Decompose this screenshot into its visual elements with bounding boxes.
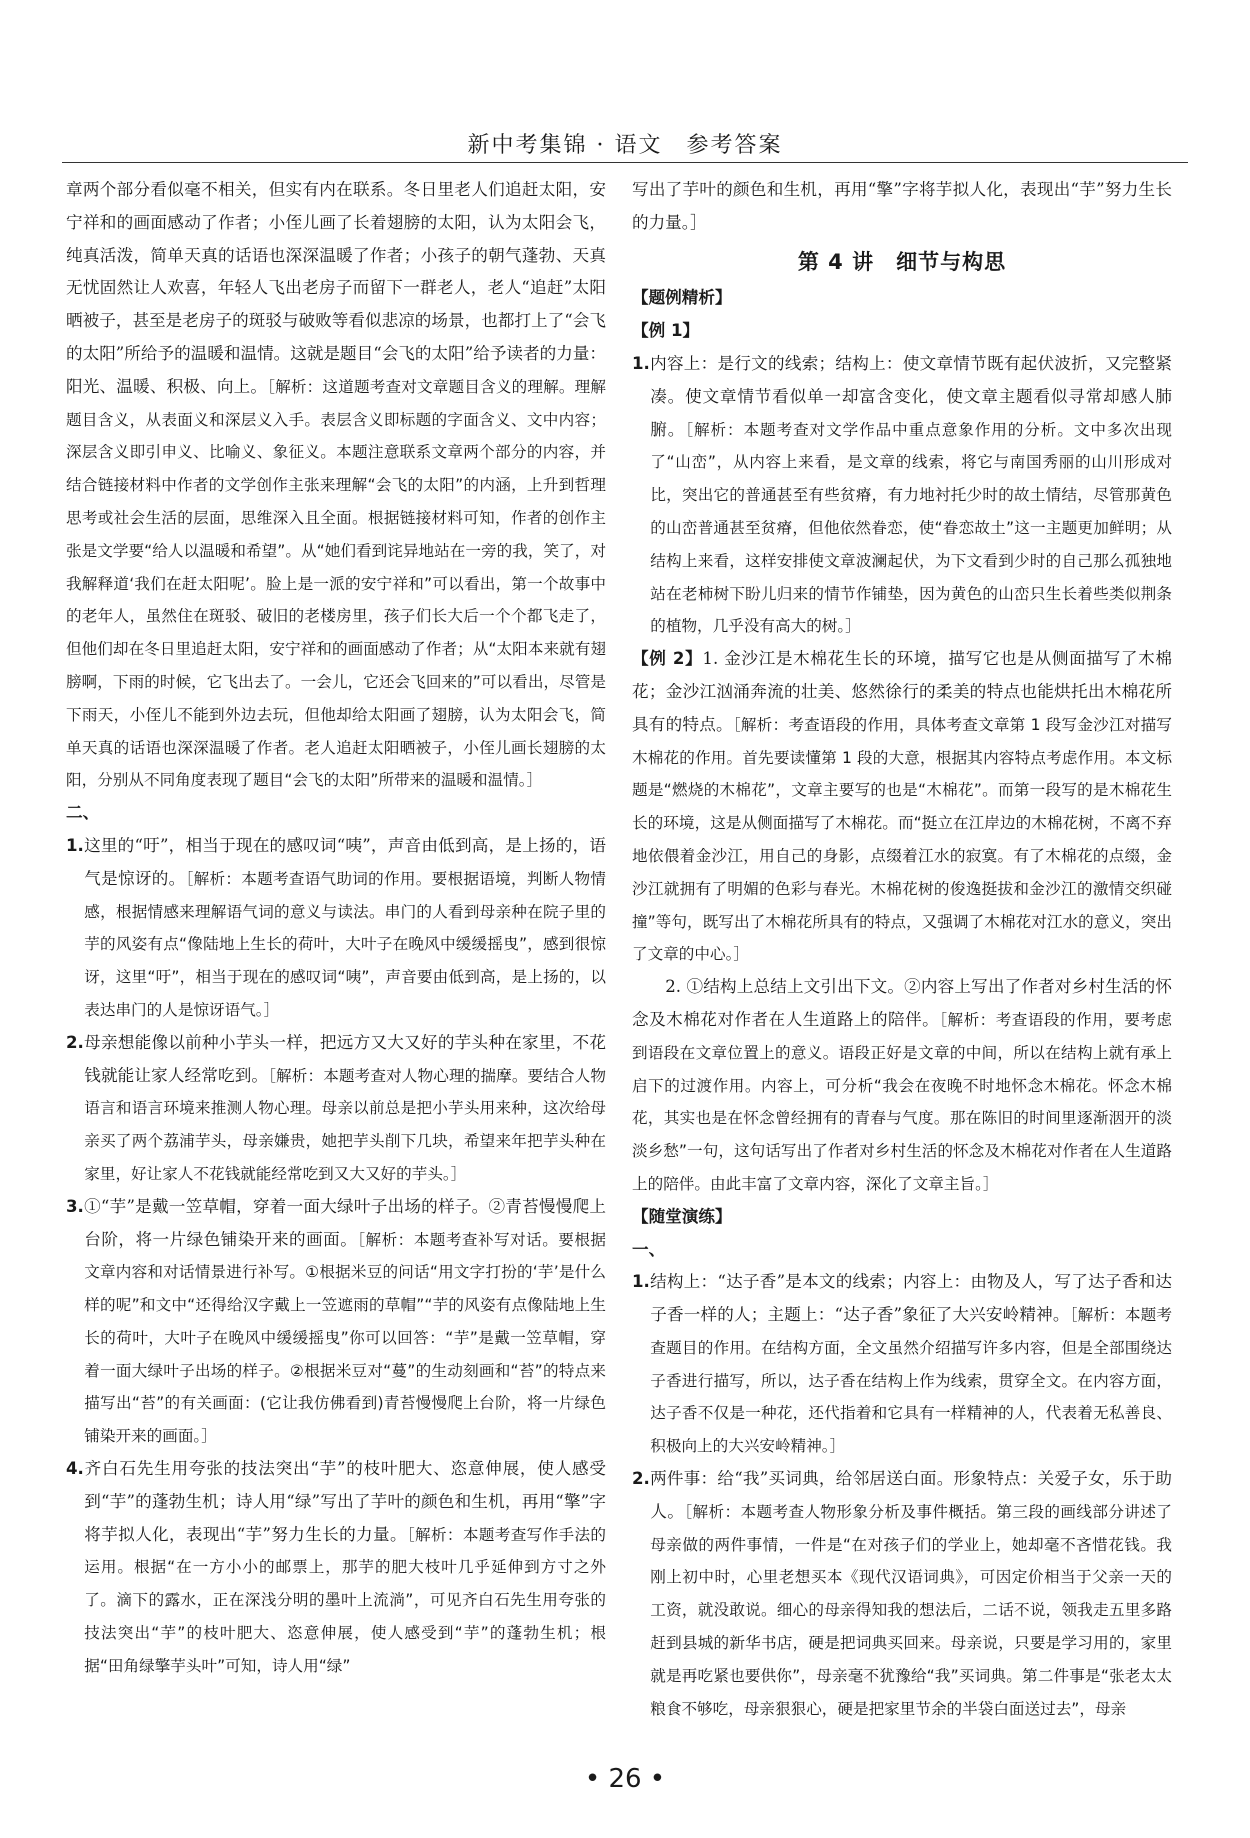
answer-text: 内容上：是行文的线索；结构上：使文章情节既有起伏波折，又完整紧凑。使文章情节看似单一却富含变化，使文章主题看似寻常却感人肺腑。 <box>649 353 1172 439</box>
question-number: 1. <box>632 1272 650 1292</box>
question-number: 2. <box>632 1469 650 1489</box>
question-item <box>66 830 606 1027</box>
answer-text: 1. 金沙江是木棉花生长的环境，描写它也是从侧面描写了木棉花；金沙江汹涌奔流的壮美、悠然徐行的柔美的特点也能烘托出木棉花所具有的特点。 <box>632 649 1172 734</box>
analysis-text: ［解析：本题考查对人物心理的揣摩。要结合人物语言和语言环境来推测人物心理。母亲以前总是把小芋头用来种，这次给母亲买了两个荔浦芋头，母亲嫌贵，她把芋头削下几块，希望来年把芋头种在家里，好让家人不花钱就能经常吃到又大又好的芋头。］ <box>84 1066 606 1183</box>
answer-text: 章两个部分看似毫不相关，但实有内在联系。冬日里老人们追赶太阳，安宁祥和的画面感动了作者；小侄儿画了长着翅膀的太阳，认为太阳会飞，纯真活泼，简单天真的话语也深深温暖了作者；小孩子的朝气蓬勃、天真无忧固然让人欢喜，年轻人飞出老房子而留下一群老人，老人“追赶”太阳晒被子，甚至是老房子的斑驳与破败等看似悲凉的场景，也都打上了“会飞的太阳”所给予的温暖和温情。这就是题目“会飞的太阳”给予读者的力量：阳光、温暖、积极、向上。 <box>66 180 606 396</box>
section-heading-one: 一、 <box>632 1239 666 1259</box>
left-column <box>66 174 606 1744</box>
answer-text: 齐白石先生用夸张的技法突出“芋”的枝叶肥大、恣意伸展，使人感受到“芋”的蓬勃生机；诗人用“绿”写出了芋叶的颜色和生机，再用“擎”字将芋拟人化，表现出“芋”努力生长的力量。 <box>83 1459 606 1544</box>
analysis-text: ［解析：本题考查题目的作用。在结构方面，全文虽然介绍描写许多内容，但是全部围绕达子香进行描写，所以，达子香在结构上作为线索，贯穿全文。在内容方面，达子香不仅是一种花，还代指着和它具有一样精神的人，代表着无私善良、积极向上的大兴安岭精神。］ <box>650 1306 1172 1456</box>
analysis-text: ［解析：本题考查语气助词的作用。要根据语境，判断人物情感，根据情感来理解语气词的意义与读法。串门的人看到母亲种在院子里的芋的风姿有点“像陆地上生长的荷叶，大叶子在晚风中缓缓摇曳”，感到很惊讶，这里“吁”，相当于现在的感叹词“咦”，声音要由低到高，是上扬的，以表达串门的人是惊讶语气。］ <box>84 869 606 1019</box>
lecture-title: 第 4 讲 细节与构思 <box>797 249 1007 274</box>
analysis-text: ［解析：本题考查人物形象分析及事件概括。第三段的画线部分讲述了母亲做的两件事情，一件是“在对孩子们的学业上，她却毫不吝惜花钱。我刚上初中时，心里老想买本《现代汉语词典》，可因定价相当于父亲一天的工资，就没敢说。细心的母亲得知我的想法后，二话不说，领我走五里多路赶到县城的新华书店，硬是把词典买回来。母亲说，只要是学习用的，家里就是再吃紧也要供你”，母亲毫不犹豫给“我”买词典。第二件事是“张老太太粮食不够吃，母亲狠狠心，硬是把家里节余的半袋白面送过去”，母亲 <box>650 1502 1172 1718</box>
analysis-text: ［解析：这道题考查对文章题目含义的理解。理解题目含义，从表面义和深层义入手。表层含义即标题的字面含义、文中内容；深层含义即引申义、比喻义、象征义。本题注意联系文章两个部分的内容，并结合链接材料中作者的文学创作主张来理解“会飞的太阳”的内涵，上升到哲理思考或社会生活的层面，思维深入且全面。根据链接材料可知，作者的创作主张是文学要“给人以温暖和希望”。从“她们看到诧异地站在一旁的我，笑了，对我解释道‘我们在赶太阳呢’。脸上是一派的安宁祥和”可以看出，第一个故事中的老年人，虽然住在斑驳、破旧的老楼房里，孩子们长大后一个个都飞走了，但他们却在冬日里追赶太阳，安宁祥和的画面感动了作者；从“太阳本来就有翅膀啊，下雨的时候，它飞出去了。一会儿，它还会飞回来的”可以看出，尽管是下雨天，小侄儿不能到外边去玩，但他却给太阳画了翅膀，认为太阳会飞，简单天真的话语也深深温暖了作者。老人追赶太阳晒被子，小侄儿画长翅膀的太阳，分别从不同角度表现了题目“会飞的太阳”所带来的温暖和温情。］ <box>66 377 606 790</box>
answer-text: 这里的“吁”，相当于现在的感叹词“咦”，声音由低到高，是上扬的，语气是惊讶的。 <box>83 835 606 888</box>
question-item <box>66 1191 606 1453</box>
question-number: 3. <box>66 1196 84 1216</box>
question-number: 2. <box>66 1032 84 1052</box>
header-divider <box>62 162 1188 163</box>
example-2-item-2 <box>632 971 1172 1201</box>
continued-answer <box>66 174 606 797</box>
answer-text: ①“芋”是戴一笠草帽，穿着一面大绿叶子出场的样子。②青苔慢慢爬上台阶，将一片绿色铺染开来的画面。 <box>83 1196 606 1249</box>
question-item <box>632 348 1172 643</box>
answer-text: 结构上：“达子香”是本文的线索；内容上：由物及人，写了达子香和达子香一样的人；主题上：“达子香”象征了大兴安岭精神。 <box>649 1272 1172 1325</box>
analysis-text: ［解析：考查语段的作用，要考虑到语段在文章位置上的意义。语段正好是文章的中间，所以在结构上就有承上启下的过渡作用。内容上，可分析“我会在夜晚不时地怀念木棉花。怀念木棉花，其实也是在怀念曾经拥有的青春与气度。那在陈旧的时间里逐渐洇开的淡淡乡愁”一句，这句话写出了作者对乡村生活的怀念及木棉花对作者在人生道路上的陪伴。由此丰富了文章内容，深化了文章主旨。］ <box>632 1010 1172 1193</box>
question-item <box>632 1463 1172 1725</box>
question-number: 1. <box>632 353 650 373</box>
analysis-text: ［解析：本题考查写作手法的运用。根据“在一方小小的邮票上，那芋的肥大枝叶几乎延伸到方寸之外了。滴下的露水，正在深浅分明的墨叶上流淌”，可见齐白石先生用夸张的技法突出“芋”的枝叶肥大、恣意伸展，使人感受到“芋”的蓬勃生机；根据“田角绿擎芋头叶”可知，诗人用“绿” <box>84 1525 606 1675</box>
question-item <box>66 1027 606 1191</box>
analysis-text: ［解析：本题考查对文学作品中重点意象作用的分析。文中多次出现了“山峦”，从内容上来看，是文章的线索，将它与南国秀丽的山川形成对比，突出它的普通甚至有些贫瘠，有力地衬托少时的故土情结，尽管那黄色的山峦普通甚至贫瘠，但他依然眷恋，使“眷恋故土”这一主题更加鲜明；从结构上来看，这样安排使文章波澜起伏，为下文看到少时的自己那么孤独地站在老柿树下盼儿归来的情节作铺垫，因为黄色的山峦只生长着些类似荆条的植物，几乎没有高大的树。］ <box>650 420 1172 636</box>
analysis-text: ［解析：考查语段的作用，具体考查文章第 1 段写金沙江对描写木棉花的作用。首先要读懂第 1 段的大意，根据其内容特点考虑作用。本文标题是“燃烧的木棉花”，文章主要写的也是“木棉花”。而第一段写的是木棉花生长的环境，这是从侧面描写了木棉花。而“挺立在江岸边的木棉花树，不离不弃地依偎着金沙江，用自己的身影，点缀着江水的寂寞。有了木棉花的点缀，金沙江就拥有了明媚的色彩与春光。木棉花树的俊逸挺拔和金沙江的激情交织碰撞”等句，既写出了木棉花所具有的特点，又强调了木棉花对江水的意义，突出了文章的中心。］ <box>632 715 1172 964</box>
section-heading-examples: 【题例精析】 <box>632 288 732 308</box>
answer-text: 2. ①结构上总结上文引出下文。②内容上写出了作者对乡村生活的怀念及木棉花对作者在人生道路上的陪伴。 <box>632 977 1172 1029</box>
example-1-label: 【例 1】 <box>632 321 700 341</box>
question-number: 4. <box>66 1459 84 1479</box>
right-column <box>632 174 1172 1744</box>
analysis-text: ［解析：本题考查补写对话。要根据文章内容和对话情景进行补写。①根据米豆的问话“用文字打扮的‘芋’是什么样的呢”和文中“还得给汉字戴上一笠遮雨的草帽”“芋的风姿有点像陆地上生长的荷叶，大叶子在晚风中缓缓摇曳”你可以回答：“芋”是戴一笠草帽，穿着一面大绿叶子出场的样子。②根据米豆对“蔓”的生动刻画和“苔”的特点来描写出“苔”的有关画面：(它让我仿佛看到)青苔慢慢爬上台阶，将一片绿色铺染开来的画面。］ <box>84 1230 606 1446</box>
section-heading-practice: 【随堂演练】 <box>632 1206 732 1226</box>
question-item <box>632 1266 1172 1463</box>
example-2-block <box>632 643 1172 971</box>
answer-text: 母亲想能像以前种小芋头一样，把远方又大又好的芋头种在家里，不花钱就能让家人经常吃到。 <box>83 1032 606 1085</box>
continued-answer: 写出了芋叶的颜色和生机，再用“擎”字将芋拟人化，表现出“芋”努力生长的力量。］ <box>632 180 1172 232</box>
example-2-label: 【例 2】 <box>632 649 703 669</box>
section-heading-two: 二、 <box>66 803 100 823</box>
question-number: 1. <box>66 835 84 855</box>
question-item <box>66 1453 606 1683</box>
page-header: 新中考集锦 · 语文 参考答案 <box>467 133 783 158</box>
page-number: • 26 • <box>584 1764 666 1794</box>
answer-text: 两件事：给“我”买词典，给邻居送白面。形象特点：关爱子女，乐于助人。 <box>649 1469 1172 1521</box>
